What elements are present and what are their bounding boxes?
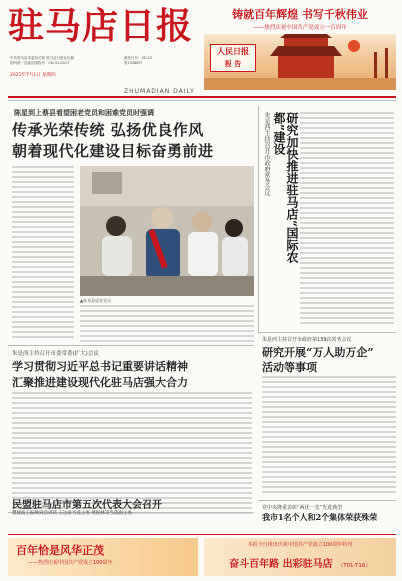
sidebar-story-body xyxy=(300,112,394,327)
photo-elderly-members-icon xyxy=(80,166,254,296)
meta-publisher: 中共驻马店市委机关报 驻马店日报社出版 xyxy=(10,56,75,60)
story-5-rule xyxy=(258,500,396,501)
footer-left-headline: 百年恰是风华正茂 xyxy=(16,544,104,557)
banner-subline: ——热烈庆祝中国共产党成立一百周年 xyxy=(253,25,347,31)
story-5-headline: 我市1名个人和2个集体荣获殊荣 xyxy=(262,512,378,522)
story-2-body xyxy=(262,376,396,496)
story-3-headline-2: 汇聚推进建设现代化驻马店强大合力 xyxy=(12,376,188,389)
banner-logo-line1: 人民日报 xyxy=(217,46,249,56)
lead-story-headline-2: 朝着现代化建设目标奋勇前进 xyxy=(12,142,214,160)
story-4-headline: 民盟驻马店市第五次代表大会召开 xyxy=(12,500,162,511)
lead-story-photo-caption: ▲陈星看望老党员 xyxy=(80,298,112,303)
banner xyxy=(204,6,396,90)
banner-headline: 铸就百年辉煌 书写千秋伟业 xyxy=(232,8,368,21)
lead-story-headline-1: 传承光荣传统 弘扬优良作风 xyxy=(12,121,204,139)
lead-story-photo xyxy=(80,166,254,296)
meta-postal-code: 邮发代号：35-13 xyxy=(124,56,152,60)
story-2-kicker: 朱是西主持召开市政府第139次常务会议 xyxy=(262,337,352,343)
lead-story-kicker: 陈星到上蔡县看望困老党员和困难党员时强调 xyxy=(14,109,154,117)
masthead-rule-thin xyxy=(8,100,396,101)
date-line: 2021年7月1日 星期四 xyxy=(10,73,56,78)
footer-right-pages: （T01-T16） xyxy=(337,563,371,569)
lead-story-body-bottom xyxy=(80,305,254,345)
footer-right-headline: 奋斗百年路 出彩驻马店 xyxy=(229,559,333,570)
masthead-title: 驻马店日报 xyxy=(8,5,194,47)
footer-right-kicker: 本报今日推出庆祝中国共产党成立100周年特刊 xyxy=(247,542,353,548)
banner-logo-line2: 报 告 xyxy=(224,59,242,68)
banner-logo xyxy=(210,44,256,72)
sidebar-story-headline: 研究加快推进驻马店“国际农都”建设 xyxy=(272,112,299,263)
story-2-rule xyxy=(258,332,396,333)
masthead-pinyin: ZHUMADIAN DAILY xyxy=(124,88,195,95)
story-3-kicker: 朱是西主持召开市委常委(扩大)会议 xyxy=(12,351,99,357)
masthead-rule xyxy=(8,96,396,98)
story-3-headline-1: 学习贯彻习近平总书记重要讲话精神 xyxy=(12,360,188,373)
story-3-rule xyxy=(8,345,254,346)
footer-right-headline-row xyxy=(204,552,396,571)
footer-right xyxy=(204,538,396,576)
story-2-headline-2: 活动等事项 xyxy=(262,361,317,374)
story-5-kicker: 党中央隆重表彰“两优一先”先进典型 xyxy=(262,505,343,511)
footer-left xyxy=(8,538,198,576)
masthead-meta-left xyxy=(10,56,88,66)
footer-rule xyxy=(8,534,396,535)
meta-issn: 国内统一连续出版物号：CN 41-0017 xyxy=(10,61,70,65)
footer-left-sub: ——热烈庆祝中国共产党成立100周年 xyxy=(28,560,113,566)
story-2-headline-1: 研究开展“万人助万企” xyxy=(262,346,374,359)
masthead-meta-right xyxy=(124,56,198,66)
story-4-kicker: 樊建波王振峰到会讲话 王达希当选主委 黄艳林等当选副主委 xyxy=(12,511,132,516)
banner-artwork xyxy=(204,34,396,90)
sidebar-story-kicker: 朱是西主持召开市政府常务会议 xyxy=(263,112,270,196)
column-divider xyxy=(258,106,259,334)
lead-story-body-left xyxy=(12,166,74,341)
meta-issue-number: 第15588号 xyxy=(124,61,143,65)
